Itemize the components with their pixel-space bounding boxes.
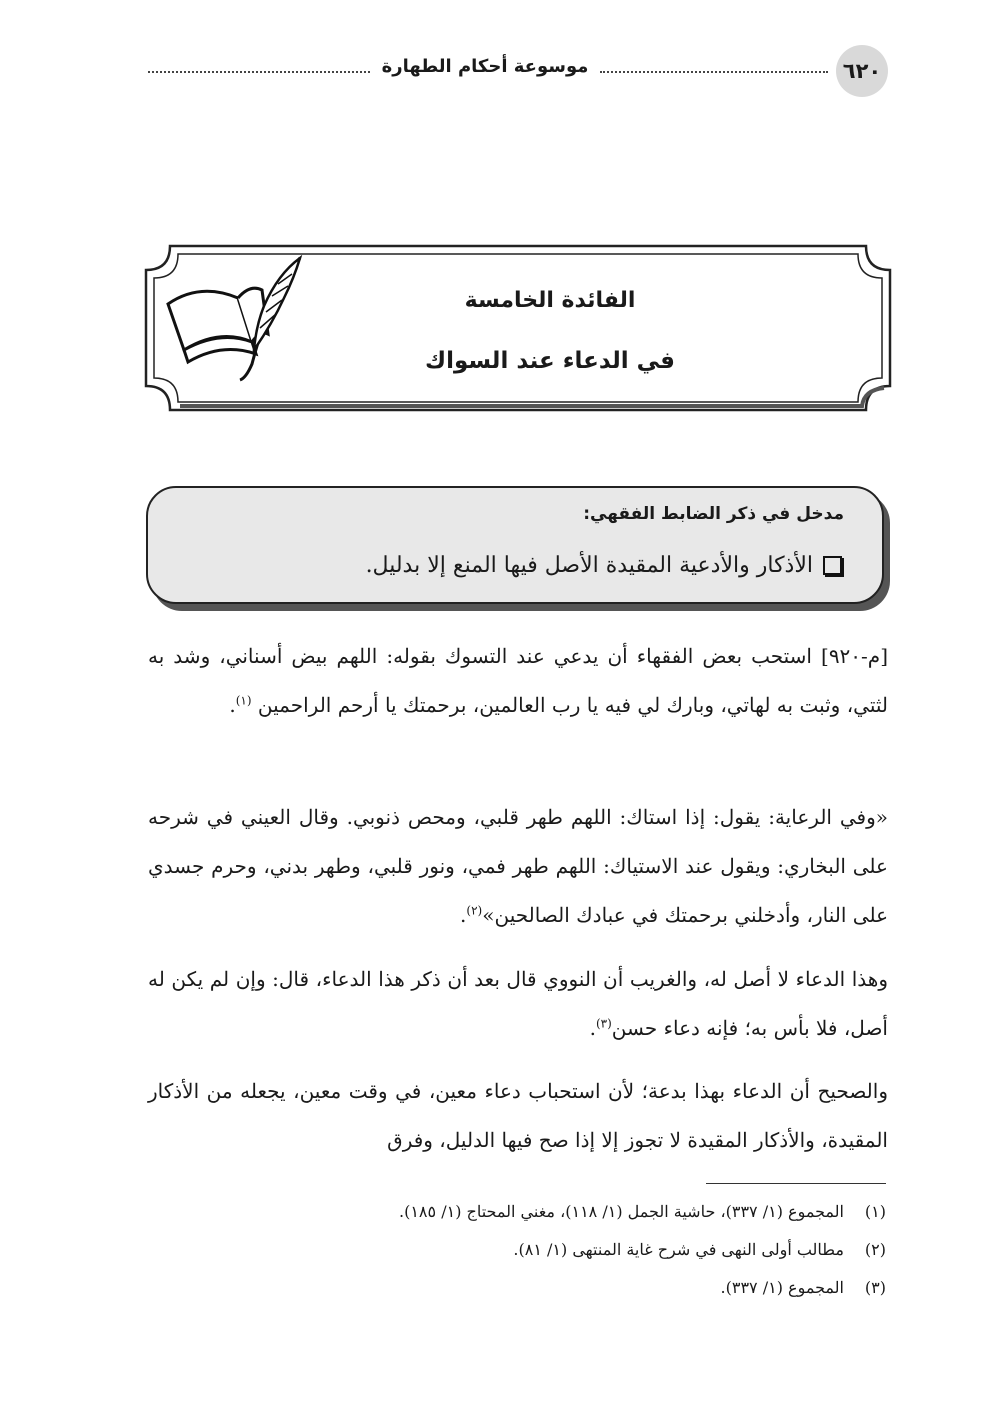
paragraph-3-text: وهذا الدعاء لا أصل له، والغريب أن النووي قال بعد أن ذكر هذا الدعاء، قال: وإن لم يكن له أصل، فلا بأس به؛ فإنه دعاء حسن — [148, 967, 888, 1040]
paragraph-1 — [148, 632, 888, 730]
footnote-2-text: مطالب أولى النهى في شرح غاية المنتهى (١/ ٨١). — [513, 1240, 844, 1259]
footnote-3-number: (٣) — [864, 1278, 886, 1297]
paragraph-3 — [148, 955, 888, 1053]
footnote-2-number: (٢) — [864, 1240, 886, 1259]
page-number — [836, 45, 888, 97]
paragraph-3-end: . — [589, 1016, 596, 1040]
paragraph-1-text: [م-٩٢٠] استحب بعض الفقهاء أن يدعي عند التسوك بقوله: اللهم بيض أسناني، وشد به لثتي، وثبت به لهاتي، وبارك لي فيه يا رب العالمين، برحمتك يا أرحم الراحمين — [148, 644, 888, 717]
paragraph-4-text: والصحيح أن الدعاء بهذا بدعة؛ لأن استحباب دعاء معين، في وقت معين، يجعله من الأذكار المقيدة، والأذكار المقيدة لا تجوز إلا إذا صح فيها الدليل، وفرق — [148, 1079, 888, 1152]
paragraph-1-end: . — [229, 693, 236, 717]
footnote-separator — [706, 1183, 886, 1184]
intro-rule — [366, 553, 842, 578]
checkbox-icon — [823, 556, 842, 575]
chapter-title: الفائدة الخامسة — [464, 288, 636, 313]
footnote-ref-1: (١) — [235, 693, 252, 708]
footnote-1-number: (١) — [864, 1202, 886, 1221]
paragraph-4 — [148, 1067, 888, 1165]
footnote-1-text: المجموع (١/ ٣٣٧)، حاشية الجمل (١/ ١١٨)، مغني المحتاج (١/ ١٨٥). — [399, 1202, 844, 1221]
intro-heading: مدخل في ذكر الضابط الفقهي: — [583, 504, 844, 524]
intro-rule-text: الأذكار والأدعية المقيدة الأصل فيها المنع إلا بدليل. — [365, 553, 813, 578]
footnote-3-text: المجموع (١/ ٣٣٧). — [720, 1278, 844, 1297]
footnote-ref-3: (٣) — [595, 1016, 612, 1031]
footnote-2 — [513, 1240, 886, 1259]
footnote-ref-2: (٢) — [466, 903, 483, 918]
header-dots-right — [600, 71, 828, 73]
book-quill-icon — [160, 254, 310, 384]
paragraph-2 — [148, 793, 888, 940]
footnote-3 — [721, 1278, 886, 1297]
page-number-text: ٦٢٠ — [842, 59, 882, 83]
paragraph-2-text: «وفي الرعاية: يقول: إذا استاك: اللهم طهر قلبي، ومحص ذنوبي. وقال العيني في شرحه على البخاري: ويقول عند الاستياك: اللهم طهر فمي، ونور قلبي، وطهر بدني، وحرم جسدي على النار، وأدخلني برحمتك في عبادك الصالحين» — [148, 805, 888, 927]
chapter-subtitle: في الدعاء عند السواك — [425, 348, 675, 374]
paragraph-2-end: . — [460, 903, 467, 927]
running-header-title: موسوعة أحكام الطهارة — [381, 56, 589, 77]
footnote-1 — [399, 1202, 886, 1221]
header-dots-left — [148, 71, 370, 73]
